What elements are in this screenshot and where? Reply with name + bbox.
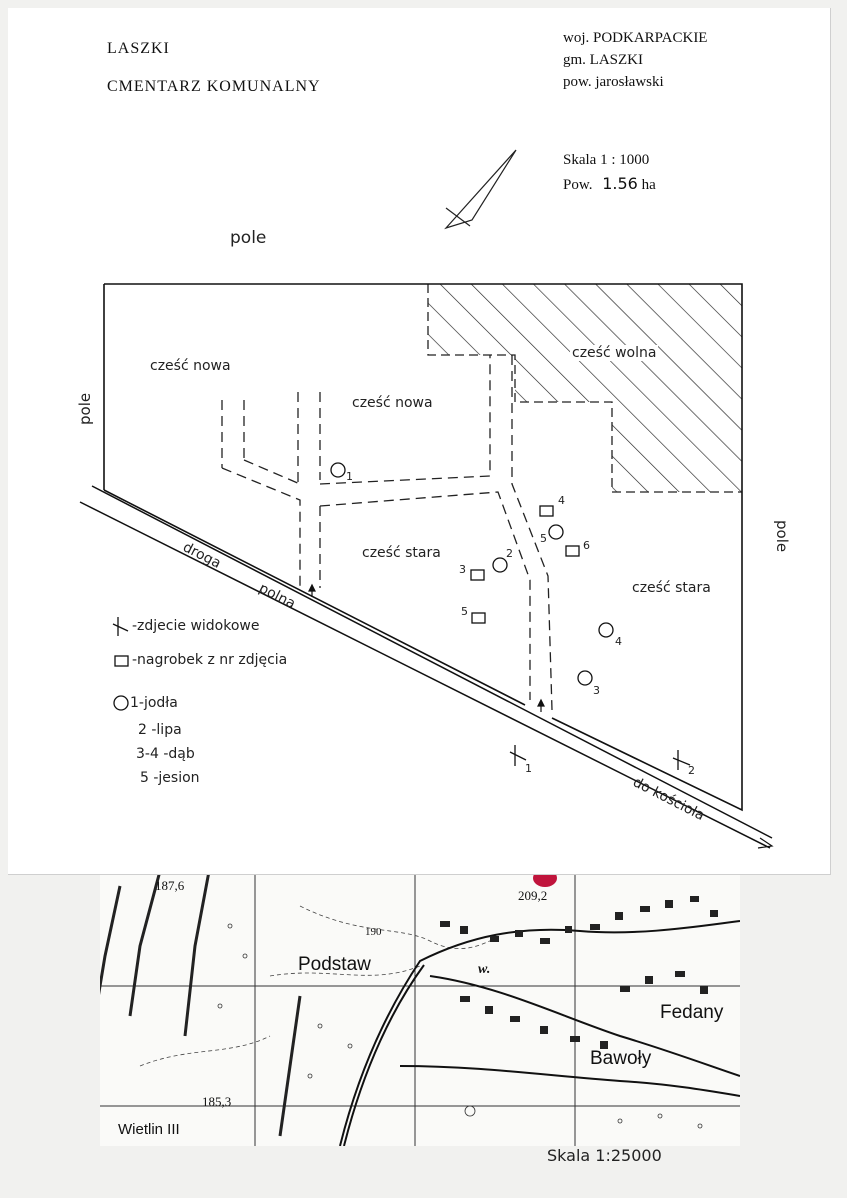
field-top-label: pole xyxy=(230,228,267,248)
legend-tree-icon xyxy=(114,696,128,710)
legend-tomb-text: -nagrobek z nr zdjęcia xyxy=(132,652,288,668)
road-label-polna: polna xyxy=(256,580,299,613)
legend-photo-text: -zdjecie widokowe xyxy=(132,618,260,634)
object-title: CMENTARZ KOMUNALNY xyxy=(107,78,321,95)
new-part-label-1: cześć nowa xyxy=(150,358,231,374)
tree-3-number: 3 xyxy=(593,684,600,697)
tree-5-number: 5 xyxy=(540,532,547,545)
legend-tree-2: 2 -lipa xyxy=(138,722,182,738)
topo-map-graphics xyxy=(100,866,740,1146)
commune-label: gm. LASZKI xyxy=(563,52,643,68)
tree-3-icon xyxy=(578,671,592,685)
tree-2-number: 2 xyxy=(506,547,513,560)
road-label-droga: droga xyxy=(180,539,224,572)
free-part-label: cześć wolna xyxy=(572,345,657,361)
elevation-2092: 209,2 xyxy=(518,888,548,903)
tree-5-icon xyxy=(549,525,563,539)
area-prefix: Pow. xyxy=(563,177,593,193)
tomb-5-number: 5 xyxy=(461,605,468,618)
photo-1-number: 1 xyxy=(525,762,532,775)
place-title: LASZKI xyxy=(107,40,170,57)
well-label: w. xyxy=(478,962,491,977)
tomb-3-icon xyxy=(471,570,484,580)
tomb-6-icon xyxy=(566,546,579,556)
place-wietlin-iii: Wietlin III xyxy=(118,1121,180,1138)
old-part-label-1: cześć stara xyxy=(362,545,441,561)
area-value: 1.56 xyxy=(602,174,638,193)
free-part-area xyxy=(428,284,742,492)
tomb-6-number: 6 xyxy=(583,539,590,552)
tree-4-number: 4 xyxy=(615,635,622,648)
north-arrow-icon xyxy=(446,150,516,228)
photo-2-number: 2 xyxy=(688,764,695,777)
tomb-5-icon xyxy=(472,613,485,623)
area-unit: ha xyxy=(641,177,656,193)
tree-2-icon xyxy=(493,558,507,572)
tomb-4-icon xyxy=(540,506,553,516)
old-part-label-2: cześć stara xyxy=(632,580,711,596)
place-podstaw: Podstaw xyxy=(298,954,371,975)
photo-point-1-icon xyxy=(510,745,526,766)
elevation-1853: 185,3 xyxy=(202,1094,232,1109)
place-bawoly: Bawoły xyxy=(590,1048,652,1069)
tomb-3-number: 3 xyxy=(459,563,466,576)
elevation-1876: 187,6 xyxy=(155,878,185,893)
tree-1-number: 1 xyxy=(346,470,353,483)
legend-photo-icon xyxy=(113,617,128,636)
elevation-190: 190 xyxy=(365,926,382,938)
place-fedany: Fedany xyxy=(660,1002,724,1023)
topo-scale-label: Skala 1:25000 xyxy=(547,1146,662,1165)
legend-tomb-icon xyxy=(115,656,128,666)
new-part-label-2: cześć nowa xyxy=(352,395,433,411)
tomb-4-number: 4 xyxy=(558,494,565,507)
tree-1-icon xyxy=(331,463,345,477)
topographic-map xyxy=(100,866,740,1146)
voivodeship-label: woj. PODKARPACKIE xyxy=(563,30,708,46)
legend-tree-1: 1-jodła xyxy=(130,695,178,711)
road-label-do-kosciola: do kościoła xyxy=(630,774,708,825)
legend-tree-4: 5 -jesion xyxy=(140,770,200,786)
field-left-label: pole xyxy=(76,392,94,425)
scale-label: Skala 1 : 1000 xyxy=(563,152,650,168)
legend-tree-3: 3-4 -dąb xyxy=(136,746,195,762)
tree-4-icon xyxy=(599,623,613,637)
field-right-label: pole xyxy=(773,520,791,553)
county-label: pow. jarosławski xyxy=(563,74,664,90)
